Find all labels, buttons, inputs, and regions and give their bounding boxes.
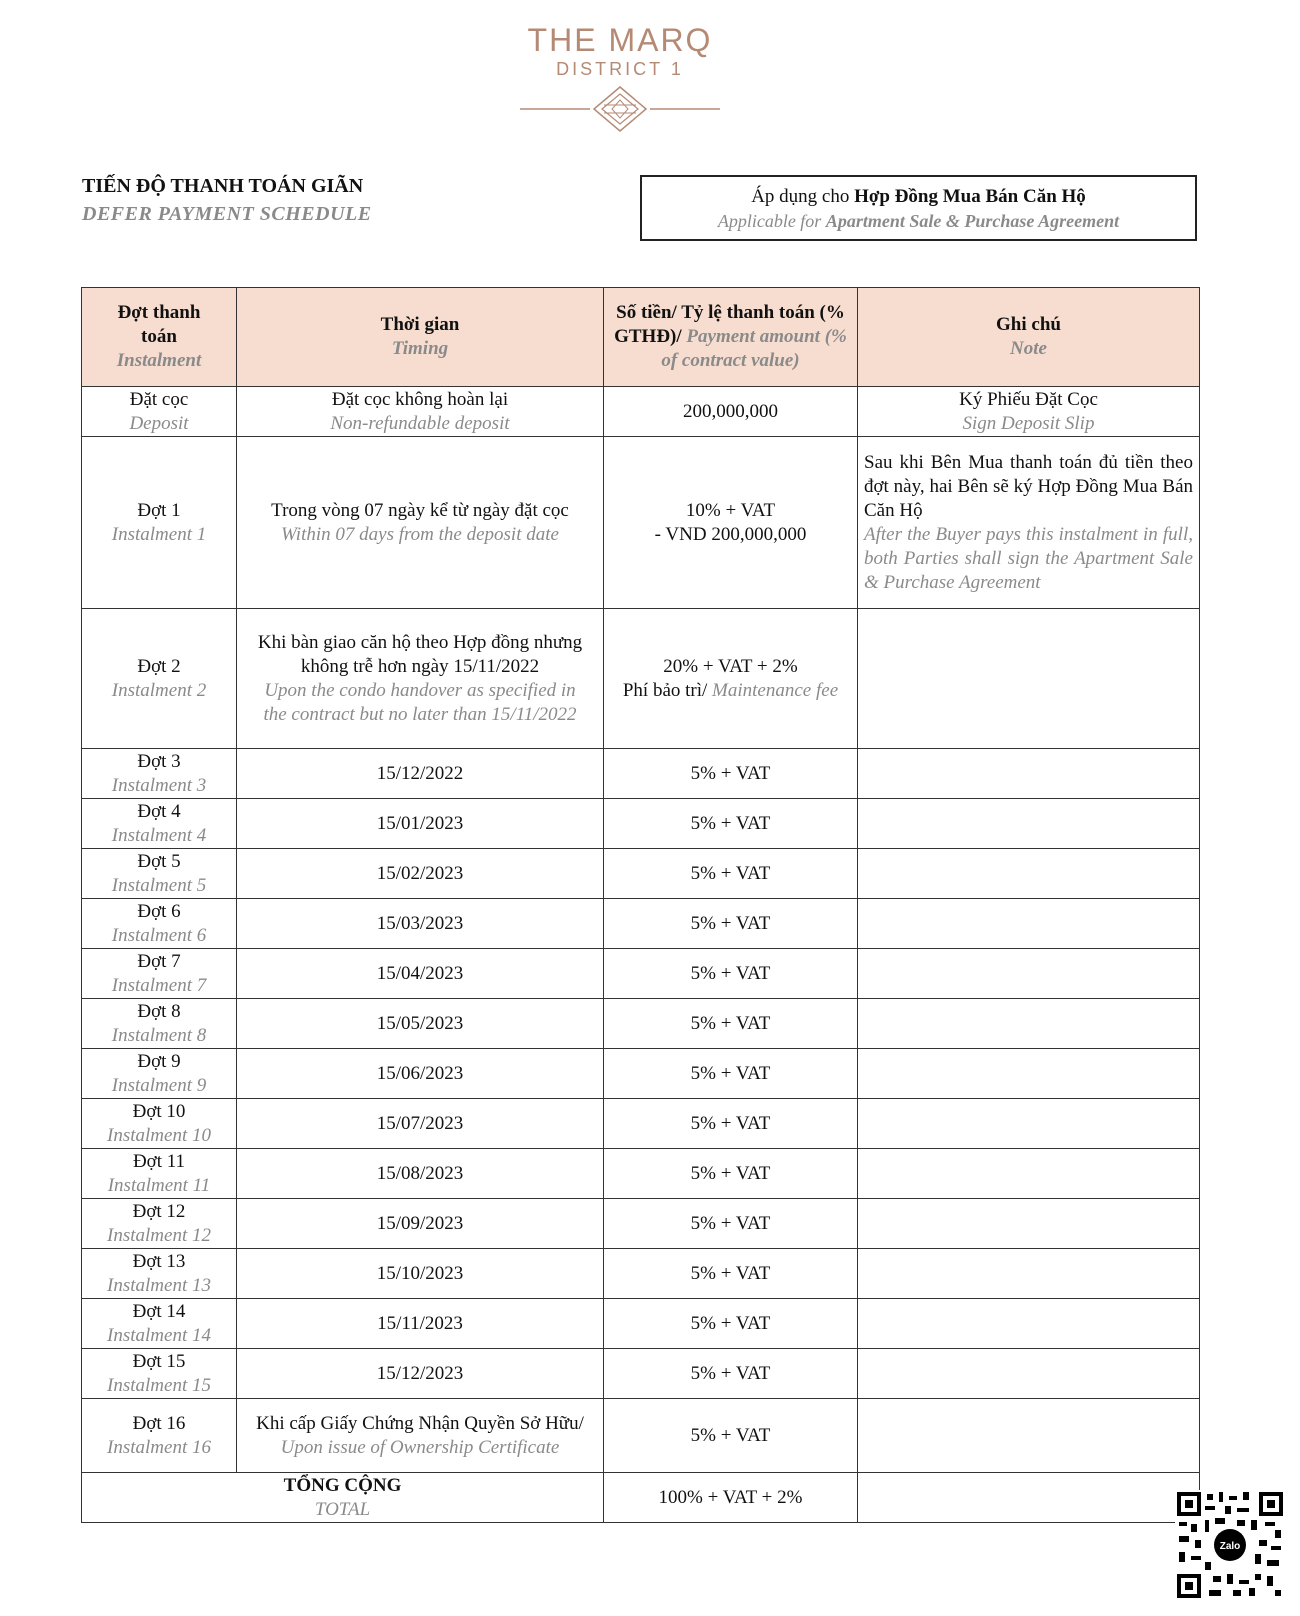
- cell-note: [858, 949, 1200, 999]
- cell-timing: Trong vòng 07 ngày kể từ ngày đặt cọc Within 07 days from the deposit date: [237, 437, 604, 609]
- cell-instalment: Đợt 15 Instalment 15: [82, 1349, 237, 1399]
- cell-amount: 5% + VAT: [604, 899, 858, 949]
- cell-amount: 5% + VAT: [604, 1249, 858, 1299]
- cell-timing: 15/12/2023: [237, 1349, 604, 1399]
- cell-total-label: TỔNG CỘNG TOTAL: [82, 1473, 604, 1523]
- cell-instalment: Đợt 7 Instalment 7: [82, 949, 237, 999]
- cell-amount: 5% + VAT: [604, 749, 858, 799]
- cell-instalment: Đợt 9 Instalment 9: [82, 1049, 237, 1099]
- cell-note: [858, 1349, 1200, 1399]
- cell-instalment: Đợt 1 Instalment 1: [82, 437, 237, 609]
- table-row: [82, 1049, 1200, 1099]
- cell-timing: 15/08/2023: [237, 1149, 604, 1199]
- cell-amount: 5% + VAT: [604, 1299, 858, 1349]
- cell-note: [858, 1299, 1200, 1349]
- table-row: [82, 1149, 1200, 1199]
- table-row: [82, 749, 1200, 799]
- cell-amount: 10% + VAT - VND 200,000,000: [604, 437, 858, 609]
- payment-schedule-table: [81, 287, 1200, 1523]
- cell-note: [858, 849, 1200, 899]
- cell-instalment: Đợt 8 Instalment 8: [82, 999, 237, 1049]
- cell-instalment: Đợt 16 Instalment 16: [82, 1399, 237, 1473]
- cell-timing: 15/04/2023: [237, 949, 604, 999]
- cell-timing: 15/09/2023: [237, 1199, 604, 1249]
- cell-timing: Khi bàn giao căn hộ theo Hợp đồng nhưng không trễ hơn ngày 15/11/2022 Upon the condo handover as specified in the contract but no later than 15/11/2022: [237, 609, 604, 749]
- cell-timing: 15/05/2023: [237, 999, 604, 1049]
- cell-instalment: Đợt 13 Instalment 13: [82, 1249, 237, 1299]
- title-en: DEFER PAYMENT SCHEDULE: [82, 203, 372, 225]
- cell-note: [858, 1099, 1200, 1149]
- cell-instalment: Đợt 2 Instalment 2: [82, 609, 237, 749]
- cell-timing: 15/02/2023: [237, 849, 604, 899]
- cell-timing: 15/07/2023: [237, 1099, 604, 1149]
- table-row: [82, 1299, 1200, 1349]
- cell-timing: 15/03/2023: [237, 899, 604, 949]
- cell-instalment: Đợt 14 Instalment 14: [82, 1299, 237, 1349]
- table-row: [82, 899, 1200, 949]
- table-header-row: [82, 288, 1200, 387]
- cell-note: [858, 1473, 1200, 1523]
- table-row-instalment-2: [82, 609, 1200, 749]
- cell-amount: 5% + VAT: [604, 1399, 858, 1473]
- table-row: [82, 1249, 1200, 1299]
- logo-brand: THE MARQ: [527, 22, 713, 58]
- document-title: [82, 172, 372, 228]
- cell-instalment: Đợt 4 Instalment 4: [82, 799, 237, 849]
- cell-timing: 15/10/2023: [237, 1249, 604, 1299]
- table-row-instalment-1: [82, 437, 1200, 609]
- cell-instalment: Đợt 6 Instalment 6: [82, 899, 237, 949]
- table-row: [82, 949, 1200, 999]
- title-vi: TIẾN ĐỘ THANH TOÁN GIÃN: [82, 175, 364, 197]
- cell-timing: 15/01/2023: [237, 799, 604, 849]
- applicability-box: [640, 175, 1197, 241]
- table-row: [82, 999, 1200, 1049]
- cell-amount: 5% + VAT: [604, 1149, 858, 1199]
- cell-timing: Khi cấp Giấy Chứng Nhận Quyền Sở Hữu/ Upon issue of Ownership Certificate: [237, 1399, 604, 1473]
- cell-instalment: Đợt 11 Instalment 11: [82, 1149, 237, 1199]
- table-row-deposit: [82, 387, 1200, 437]
- cell-note: Sau khi Bên Mua thanh toán đủ tiền theo đợt này, hai Bên sẽ ký Hợp Đồng Mua Bán Căn Hộ After the Buyer pays this instalment in full, both Parties shall sign the Apartment Sale & Purchase Agreement: [858, 437, 1200, 609]
- cell-amount: 5% + VAT: [604, 849, 858, 899]
- cell-note: [858, 999, 1200, 1049]
- cell-instalment: Đợt 5 Instalment 5: [82, 849, 237, 899]
- cell-note: [858, 899, 1200, 949]
- header-note: Ghi chú Note: [858, 288, 1200, 387]
- table-row: [82, 799, 1200, 849]
- table-row-total: [82, 1473, 1200, 1523]
- header-instalment: Đợt thanh toán Instalment: [82, 288, 237, 387]
- cell-amount: 5% + VAT: [604, 999, 858, 1049]
- cell-amount: 5% + VAT: [604, 949, 858, 999]
- cell-note: [858, 1049, 1200, 1099]
- cell-note: [858, 609, 1200, 749]
- cell-note: [858, 1399, 1200, 1473]
- cell-amount: 20% + VAT + 2% Phí bảo trì/ Maintenance fee: [604, 609, 858, 749]
- cell-amount: 5% + VAT: [604, 799, 858, 849]
- cell-instalment: Đợt 12 Instalment 12: [82, 1199, 237, 1249]
- cell-amount: 5% + VAT: [604, 1099, 858, 1149]
- cell-amount: 200,000,000: [604, 387, 858, 437]
- header-amount: Số tiền/ Tỷ lệ thanh toán (% GTHĐ)/ Payment amount (% of contract value): [604, 288, 858, 387]
- cell-note: [858, 799, 1200, 849]
- cell-total-amount: 100% + VAT + 2%: [604, 1473, 858, 1523]
- logo-district: DISTRICT 1: [556, 59, 684, 79]
- applicability-vi: Áp dụng cho Hợp Đồng Mua Bán Căn Hộ: [751, 186, 1086, 207]
- table-row: [82, 1199, 1200, 1249]
- table-row: [82, 1099, 1200, 1149]
- cell-note: [858, 1149, 1200, 1199]
- header-timing: Thời gian Timing: [237, 288, 604, 387]
- cell-note: [858, 749, 1200, 799]
- zalo-qr-code-icon: [1175, 1490, 1285, 1600]
- cell-instalment: Đặt cọc Deposit: [82, 387, 237, 437]
- cell-amount: 5% + VAT: [604, 1049, 858, 1099]
- cell-note: [858, 1199, 1200, 1249]
- cell-note: [858, 1249, 1200, 1299]
- cell-instalment: Đợt 10 Instalment 10: [82, 1099, 237, 1149]
- table-row: [82, 1349, 1200, 1399]
- applicability-en: Applicable for Apartment Sale & Purchase Agreement: [717, 211, 1120, 231]
- cell-timing: 15/12/2022: [237, 749, 604, 799]
- table-row: [82, 849, 1200, 899]
- qr-label: Zalo: [1219, 1541, 1241, 1552]
- cell-timing: 15/11/2023: [237, 1299, 604, 1349]
- cell-timing: Đặt cọc không hoàn lại Non-refundable deposit: [237, 387, 604, 437]
- cell-amount: 5% + VAT: [604, 1199, 858, 1249]
- cell-note: Ký Phiếu Đặt Cọc Sign Deposit Slip: [858, 387, 1200, 437]
- logo-emblem-icon: [520, 84, 720, 134]
- logo: [480, 22, 760, 134]
- table-row-instalment-16: [82, 1399, 1200, 1473]
- cell-amount: 5% + VAT: [604, 1349, 858, 1399]
- cell-timing: 15/06/2023: [237, 1049, 604, 1099]
- cell-instalment: Đợt 3 Instalment 3: [82, 749, 237, 799]
